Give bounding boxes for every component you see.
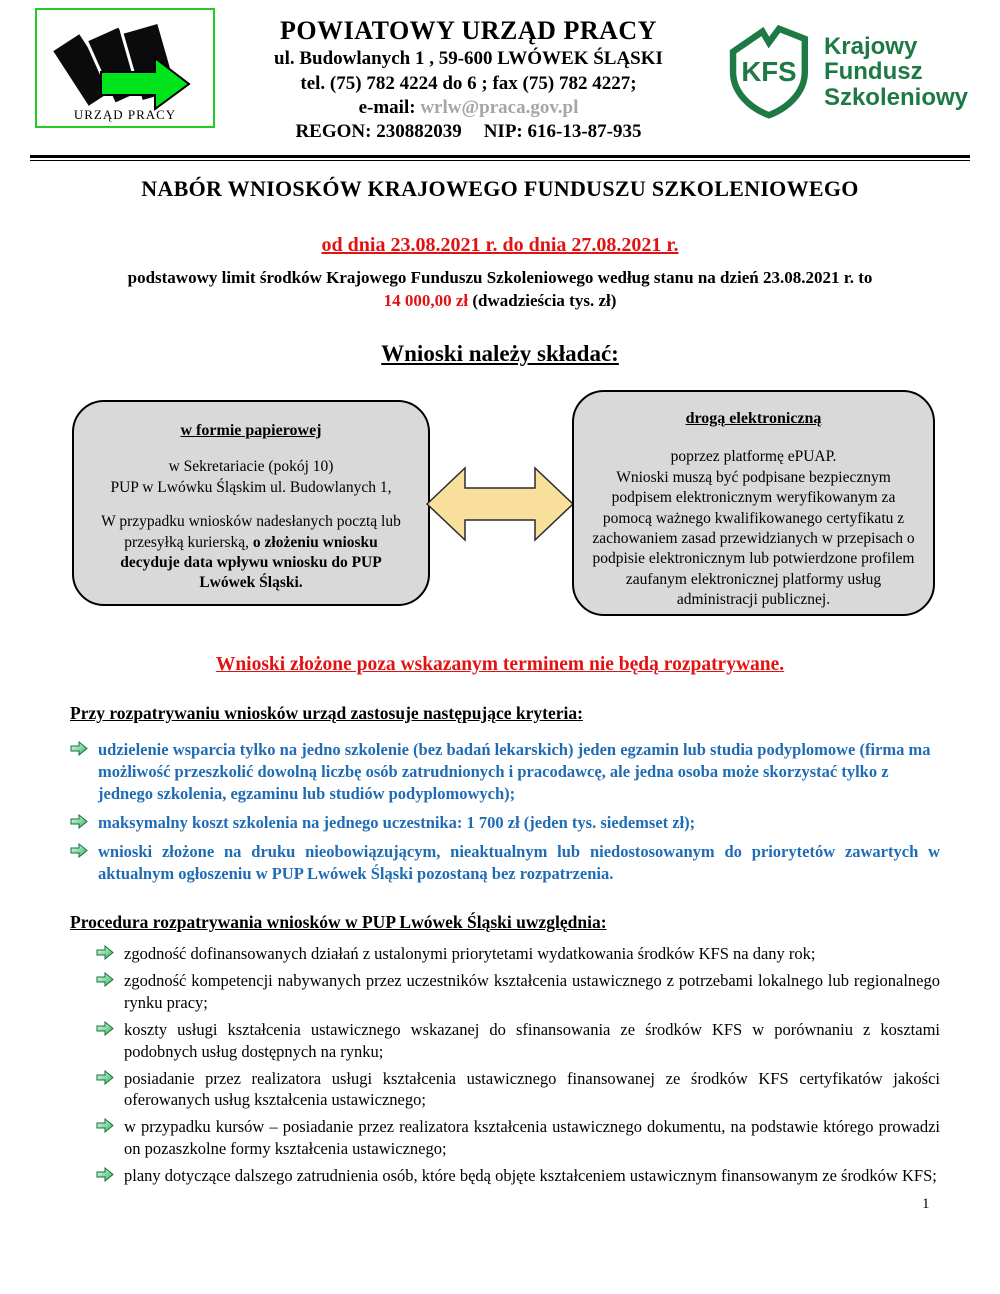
criteria-item-text: udzielenie wsparcia tylko na jedno szkolenie (bez badań lekarskich) jeden egzamin lub studia podyplomowe (firma ma możliwość przeszkolić dowolną liczbę osób zatrudnionych i pracodawcę, ale jedna osoba może skorzystać tylko z jednego szkolenia, egzaminu lub studiów podyplomowych); xyxy=(98,740,931,803)
green-arrow-bullet-icon xyxy=(96,1116,114,1160)
list-item xyxy=(96,1165,940,1187)
horizontal-divider xyxy=(30,155,970,161)
list-item xyxy=(70,739,940,805)
list-item xyxy=(96,1068,940,1112)
paper-submission-box xyxy=(72,400,430,606)
electronic-submission-box xyxy=(572,390,935,616)
list-item xyxy=(96,1116,940,1160)
limit-statement xyxy=(0,266,1000,314)
criteria-heading: Przy rozpatrywaniu wniosków urząd zastosuje następujące kryteria: xyxy=(70,703,583,724)
procedure-item-text: w przypadku kursów – posiadanie przez realizatora kształcenia ustawicznego dokumentu, na podstawie którego prowadzi on pozaszkolne formy kształcenia ustawicznego; xyxy=(124,1117,940,1159)
org-name: POWIATOWY URZĄD PRACY xyxy=(280,16,657,45)
kfs-shield-icon xyxy=(722,22,814,122)
submit-heading: Wnioski należy składać: xyxy=(381,341,619,367)
pup-logo-icon xyxy=(37,10,213,126)
pup-office-logo xyxy=(35,8,215,128)
green-arrow-bullet-icon xyxy=(96,1068,114,1112)
green-arrow-bullet-icon xyxy=(70,841,88,885)
procedure-item-text: posiadanie przez realizatora usługi kształcenia ustawicznego finansowanej ze środków KFS certyfikatów jakości oferowanych usług kształcenia ustawicznego; xyxy=(124,1068,940,1110)
limit-amount: 14 000,00 zł xyxy=(383,291,469,311)
limit-line1: podstawowy limit środków Krajowego Funduszu Szkoleniowego według stanu na dzień 23.08.2021 r. to xyxy=(127,267,873,287)
procedure-heading: Procedura rozpatrywania wniosków w PUP Lwówek Śląski uwzględnia: xyxy=(70,911,607,932)
kfs-line3: Szkoleniowy xyxy=(823,83,968,111)
deadline-warning: Wnioski złożone poza wskazanym terminem nie będą rozpatrywane. xyxy=(215,654,785,676)
svg-text:KFS: KFS xyxy=(741,56,797,88)
date-range: od dnia 23.08.2021 r. do dnia 27.08.2021 r. xyxy=(321,233,679,256)
kfs-line1: Krajowy xyxy=(823,32,918,60)
paper-box-line1: w Sekretariacie (pokój 10) xyxy=(168,458,334,476)
kfs-logo-text xyxy=(824,34,968,110)
criteria-item-text: maksymalny koszt szkolenia na jednego uczestnika: 1 700 zł (jeden tys. siedemset zł); xyxy=(98,812,696,832)
criteria-list xyxy=(70,739,940,885)
pup-logo-caption-svg: URZĄD PRACY xyxy=(73,107,177,122)
org-regon: REGON: 230882039 xyxy=(295,121,462,143)
submission-options xyxy=(0,390,1000,628)
procedure-item-text: koszty usługi kształcenia ustawicznego wskazanej do sfinansowania ze środków KFS w porównaniu z kosztami podobnych usług dostępnych na rynku; xyxy=(124,1019,940,1061)
paper-box-location xyxy=(94,457,408,498)
procedure-heading-colon: : xyxy=(600,911,607,932)
email-label: e-mail: xyxy=(358,96,416,118)
green-arrow-bullet-icon xyxy=(70,739,88,805)
procedure-item-text: plany dotyczące dalszego zatrudnienia osób, które będą objęte kształceniem ustawicznym finansowanym ze środków KFS; xyxy=(124,1166,937,1186)
green-arrow-bullet-icon xyxy=(96,1165,114,1187)
green-arrow-bullet-icon xyxy=(96,1019,114,1063)
header xyxy=(0,0,1000,145)
procedure-list xyxy=(96,943,940,1188)
electronic-box-body: Wnioski muszą być podpisane bezpiecznym podpisem elektronicznym weryfikowanym za pomocą ważnego kwalifikowanego certyfikatu z zachowaniem zasad przewidzianych w przepisach o podpisie elektronicznym lub potwierdzone profilem zaufanym elektronicznej platformy usług administracji publicznej. xyxy=(592,468,915,609)
criteria-item-text: wnioski złożone na druku nieobowiązującym, nieaktualnym lub niedostosowanym do priorytetów zawartych w aktualnym ogłoszeniu w PUP Lwówek Śląski pozostaną bez rozpatrzenia. xyxy=(98,841,940,883)
list-item xyxy=(70,812,940,834)
org-email-line xyxy=(215,96,722,120)
list-item xyxy=(96,970,940,1014)
email-address: wrlw@praca.gov.pl xyxy=(420,96,579,118)
procedure-item-text: zgodność kompetencji nabywanych przez uczestników kształcenia ustawicznego z potrzebami lokalnego lub regionalnego rynku pracy; xyxy=(124,970,940,1012)
paper-box-title: w formie papierowej xyxy=(180,422,322,440)
criteria-section xyxy=(70,703,940,1187)
kfs-line2: Fundusz xyxy=(823,58,923,86)
page-title: NABÓR WNIOSKÓW KRAJOWEGO FUNDUSZU SZKOLENIOWEGO xyxy=(141,175,859,201)
green-arrow-bullet-icon xyxy=(96,970,114,1014)
electronic-box-line1: poprzez platformę ePUAP. xyxy=(670,448,837,466)
green-arrow-bullet-icon xyxy=(70,812,88,834)
green-arrow-bullet-icon xyxy=(96,943,114,965)
kfs-logo xyxy=(722,22,968,122)
org-address: ul. Budowlanych 1 , 59-600 LWÓWEK ŚLĄSKI xyxy=(274,48,663,70)
org-phone-fax: tel. (75) 782 4224 do 6 ; fax (75) 782 4227; xyxy=(300,72,637,94)
procedure-item-text: zgodność dofinansowanych działań z ustalonymi priorytetami wydatkowania środków KFS na dany rok; xyxy=(124,943,816,963)
paper-box-paragraph xyxy=(94,512,408,594)
header-contact-block xyxy=(215,8,722,145)
list-item xyxy=(96,943,940,965)
org-nip: NIP: 616-13-87-935 xyxy=(483,121,642,143)
page-number: 1 xyxy=(922,1196,930,1212)
org-ids xyxy=(215,120,722,144)
limit-suffix: (dwadzieścia tys. zł) xyxy=(468,291,617,311)
paper-box-note-bold: o złożeniu wniosku decyduje data wpływu wniosku do PUP Lwówek Śląski. xyxy=(120,533,382,592)
paper-box-line2: PUP w Lwówku Śląskim ul. Budowlanych 1, xyxy=(110,478,392,496)
double-arrow-icon xyxy=(424,458,576,550)
paper-box-note: W przypadku wniosków nadesłanych pocztą lub przesyłką kurierską, xyxy=(101,513,401,551)
list-item xyxy=(70,841,940,885)
list-item xyxy=(96,1019,940,1063)
electronic-box-title: drogą elektroniczną xyxy=(685,410,822,428)
